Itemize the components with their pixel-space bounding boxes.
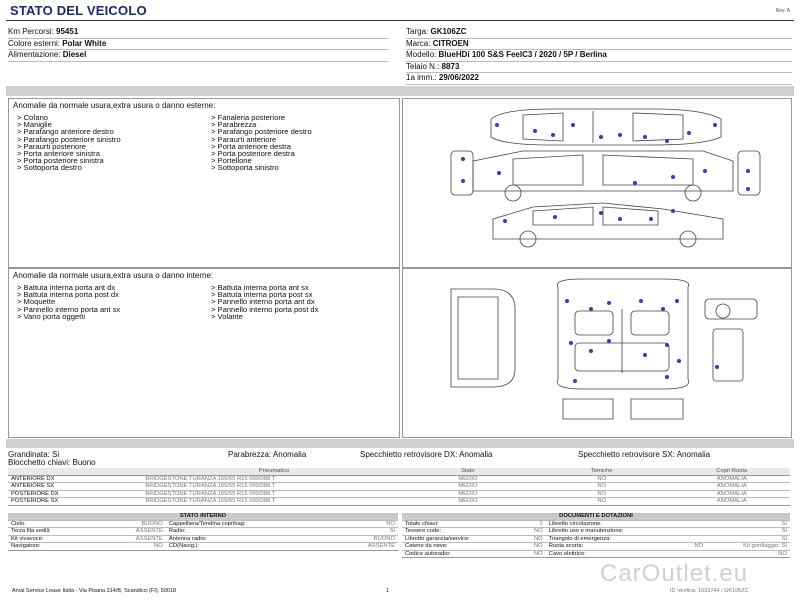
documento-label: Cavo elettrico: [548, 550, 586, 557]
tyres-header-row [8, 468, 790, 475]
documento-value: SI [781, 535, 787, 542]
damage-marker [643, 353, 647, 357]
damage-marker [671, 209, 675, 213]
table-row [402, 543, 790, 551]
marca-label: Marca: [406, 38, 431, 48]
damage-marker [671, 175, 675, 179]
tyre-model: BRIDGESTONE TURANZA 165/65 R15 000/088 T [145, 483, 276, 489]
internal-damage-col2 [211, 284, 318, 320]
damage-marker [687, 131, 691, 135]
tyres-header-pneumatico: Pneumatico [142, 468, 405, 475]
damage-marker [643, 135, 647, 139]
marca-value: CITROEN [432, 38, 469, 48]
table-row [8, 498, 790, 506]
interno-value: NO [154, 543, 163, 549]
interno-value: SI [389, 528, 395, 534]
interno-label: Kit vivavoce: [11, 535, 44, 542]
damage-item: > Parafango posteriore destro [211, 127, 312, 137]
header-rule [6, 20, 794, 21]
blocchetto-chiavi-status: Blocchetto chiavi: Buono [8, 458, 96, 467]
interno-label: Cielo: [11, 520, 26, 527]
documento-value: NO [533, 543, 543, 549]
section-band [6, 86, 794, 96]
documento-value: NO [778, 550, 787, 557]
external-car-diagram [403, 99, 791, 267]
damage-item: > Fanaleria posteriore [211, 113, 286, 122]
specchietto-dx-status: Specchietto retrovisore DX: Anomalia [360, 450, 493, 459]
interno-label: Terza fila sedili: [11, 528, 51, 534]
vehicle-info-left [8, 27, 388, 62]
documenti-title: DOCUMENTI E DOTAZIONI [402, 513, 790, 520]
damage-item: > Battuta interna porta post sx [211, 290, 313, 300]
table-row [402, 550, 790, 558]
damage-marker [599, 211, 603, 215]
tyre-temiche: NO [597, 490, 607, 497]
damage-marker [569, 341, 573, 345]
damage-item: > Parafango posteriore sinistro [17, 134, 121, 144]
table-row [402, 528, 790, 536]
external-car-diagram-panel [402, 98, 792, 268]
targa-label: Targa: [406, 27, 429, 36]
specchietto-sx-status: Specchietto retrovisore SX: Anomalia [578, 450, 711, 459]
damage-marker [746, 187, 750, 191]
documento-label: Codice autoradio: [405, 550, 451, 557]
table-row [8, 475, 790, 483]
damage-marker [618, 133, 622, 137]
documento-value: NO [694, 543, 704, 549]
table-row [8, 483, 790, 491]
interno-value: ASSENTE [135, 535, 163, 542]
external-damage-col1 [17, 114, 121, 172]
documento-value: SI [781, 528, 787, 534]
damage-marker [675, 299, 679, 303]
table-row [402, 535, 790, 543]
info-row-immatricolazione [406, 73, 792, 85]
info-row-modello [406, 50, 792, 62]
colore-value: Polar White [62, 38, 107, 48]
documento-label: Libretto circolazione: [548, 520, 602, 527]
damage-item: > Sottoporta destro [17, 163, 82, 173]
tyre-position: POSTERIORE SX [11, 498, 59, 504]
damage-item: > Pannello interno porta ant sx [17, 304, 121, 314]
damage-marker [503, 219, 507, 223]
documento-value: NO [533, 528, 543, 534]
damage-marker [599, 135, 603, 139]
documento-value: 2 [539, 520, 543, 527]
damage-item: > Porta anteriore sinistra [17, 149, 100, 159]
damage-item: > Portellone [211, 156, 252, 166]
footer-verification-id: ID Verifica: 1633744 / GK106ZC [670, 588, 749, 594]
colore-label: Colore esterni: [8, 38, 61, 48]
tyre-model: BRIDGESTONE TURANZA 165/65 R15 000/088 T [145, 498, 276, 504]
damage-marker [533, 129, 537, 133]
damage-item: > Paraurti anteriore [211, 134, 277, 144]
damage-marker [665, 343, 669, 347]
damage-item: > Porta anteriore destra [211, 141, 291, 151]
damage-marker [639, 299, 643, 303]
km-value: 95451 [56, 27, 79, 36]
interno-value: ASSENTE [367, 543, 395, 549]
revision-label: Rev. A [775, 8, 790, 14]
internal-damage-title: Anomalie da normale usura,extra usura o danno interne: [13, 271, 214, 280]
documento-value: SI [781, 520, 787, 527]
page-title: STATO DEL VEICOLO [10, 3, 147, 18]
damage-item: > Porta posteriore sinistra [17, 156, 104, 166]
table-row [402, 520, 790, 528]
table-row [8, 520, 398, 528]
damage-item: > Cofano [17, 113, 49, 122]
info-row-marca [406, 39, 792, 51]
stato-interno-table [8, 513, 398, 551]
interno-value: ASSENTE [135, 528, 163, 534]
damage-item: > Battuta interna porta ant sx [211, 283, 309, 292]
tyre-model: BRIDGESTONE TURANZA 165/65 R15 000/088 T [145, 475, 276, 482]
documento-label: Ruota scorta: [548, 543, 584, 549]
tyre-position: POSTERIORE DX [11, 490, 59, 497]
damage-item: > Volante [211, 311, 243, 321]
info-row-telaio [406, 62, 792, 74]
tyre-copri-ruota: ANOMALIA [716, 490, 747, 497]
tyre-stato: MEDIO [458, 498, 478, 504]
interno-label: CD(Navig.): [168, 543, 200, 549]
tyres-header-copri-ruota: Copri Ruota [674, 468, 790, 475]
table-row [8, 490, 790, 498]
tyre-stato: MEDIO [458, 475, 478, 482]
damage-marker [746, 169, 750, 173]
tyre-position: ANTERIORE DX [11, 475, 55, 482]
tyre-copri-ruota: ANOMALIA [716, 475, 747, 482]
info-row-colore [8, 39, 388, 51]
table-row [8, 535, 398, 543]
documenti-table [402, 513, 790, 558]
km-label: Km Percorsi: [8, 27, 54, 36]
documento-label: Tessere code: [405, 528, 442, 534]
damage-marker [551, 133, 555, 137]
damage-marker [565, 299, 569, 303]
documento-extra: Kit gonfiaggio: SI [743, 543, 787, 549]
documento-extra [681, 550, 706, 558]
interno-label: Radio: [168, 528, 186, 534]
tyre-temiche: NO [597, 483, 607, 489]
damage-marker [553, 215, 557, 219]
damage-marker [589, 307, 593, 311]
damage-marker [703, 169, 707, 173]
watermark-logo: CarOutlet.eu [600, 560, 749, 587]
info-row-alimentazione [8, 50, 388, 62]
damage-marker [607, 301, 611, 305]
modello-label: Modello: [406, 50, 437, 59]
documento-extra [681, 520, 706, 528]
external-damage-panel [8, 98, 400, 268]
damage-item: > Vano porta oggetti [17, 311, 86, 321]
documento-extra [681, 528, 706, 536]
alimentazione-value: Diesel [62, 50, 87, 59]
stato-interno-title: STATO INTERNO [8, 513, 398, 520]
damage-marker [713, 123, 717, 127]
status-band [6, 439, 794, 448]
interno-value: NO [386, 520, 395, 527]
damage-marker [715, 365, 719, 369]
damage-marker [607, 339, 611, 343]
damage-item: > Parafango anteriore destro [17, 127, 114, 137]
damage-marker [649, 217, 653, 221]
damage-item: > Sottoporta sinistro [211, 163, 279, 173]
damage-marker [677, 359, 681, 363]
tyre-stato: MEDIO [458, 490, 478, 497]
tyre-copri-ruota: ANOMALIA [716, 498, 747, 504]
telaio-label: Telaio N.: [406, 61, 440, 71]
documento-value: NO [533, 535, 543, 542]
modello-value: BlueHDi 100 S&S FeelC3 / 2020 / 5P / Berlina [438, 50, 607, 59]
tyre-position: ANTERIORE SX [11, 483, 55, 489]
imm-value: 29/06/2022 [438, 73, 479, 82]
tyres-table [8, 468, 790, 506]
damage-marker [665, 139, 669, 143]
damage-marker [633, 181, 637, 185]
documento-label: Triangolo di emergenza: [548, 535, 611, 542]
damage-item: > Battuta interna porta post dx [17, 290, 119, 300]
interno-value: BUONO [141, 520, 163, 527]
damage-item: > Pannello interno porta post dx [211, 304, 319, 314]
damage-marker [665, 375, 669, 379]
external-damage-title: Anomalie da normale usura,extra usura o danno esterne: [13, 101, 216, 110]
damage-marker [461, 157, 465, 161]
damage-item: > Battuta interna porta ant dx [17, 283, 116, 292]
grandinata-status: Grandinata: Si [8, 450, 60, 459]
documento-label: Libretto garanzia/service: [405, 535, 470, 542]
damage-marker [573, 379, 577, 383]
info-row-km [8, 27, 388, 39]
internal-damage-panel [8, 268, 400, 438]
footer-page-number: 1 [386, 588, 390, 594]
damage-marker [661, 307, 665, 311]
internal-car-diagram-panel [402, 268, 792, 438]
tyre-model: BRIDGESTONE TURANZA 165/65 R15 000/088 T [145, 490, 276, 497]
damage-item: > Maniglie [17, 120, 52, 130]
documento-value: NO [533, 550, 543, 557]
documento-label: Totale chiavi: [405, 520, 439, 527]
tyre-temiche: NO [597, 475, 607, 482]
interno-label: Antenna radio: [168, 535, 207, 542]
tyres-header-stato: Stato [406, 468, 530, 475]
damage-item: > Paraurti posteriore [17, 141, 87, 151]
tyre-stato: MEDIO [458, 483, 478, 489]
table-row [8, 528, 398, 536]
damage-item: > Pannello interno porta ant dx [211, 297, 315, 307]
external-damage-col2 [211, 114, 312, 172]
table-row [8, 543, 398, 551]
interno-label: Cappelliera/Tendina copribag: [168, 520, 246, 527]
tyre-temiche: NO [597, 498, 607, 504]
targa-value: GK106ZC [430, 27, 467, 36]
imm-label: 1a imm.: [406, 73, 437, 82]
damage-marker [589, 349, 593, 353]
damage-marker [571, 123, 575, 127]
damage-marker [497, 171, 501, 175]
interno-label: Navigatore: [11, 543, 41, 549]
tyres-header-temiche: Temiche [530, 468, 674, 475]
tyre-copri-ruota: ANOMALIA [716, 483, 747, 489]
documento-label: Libretto uso e manutenzione: [548, 528, 624, 534]
damage-item: > Parabrezza [211, 120, 257, 130]
documento-extra [681, 535, 706, 543]
vehicle-info-right [406, 27, 792, 85]
interno-value: BUONO [373, 535, 395, 542]
alimentazione-label: Alimentazione: [8, 50, 61, 59]
damage-marker [461, 179, 465, 183]
documento-label: Catene da neve: [405, 543, 448, 549]
damage-marker [618, 217, 622, 221]
parabrezza-status: Parabrezza: Anomalia [228, 450, 307, 459]
info-row-targa [406, 27, 792, 39]
damage-marker [495, 123, 499, 127]
internal-car-diagram [403, 269, 791, 437]
telaio-value: 8873 [441, 61, 460, 71]
footer-company: Arval Service Lease Italia - Via Pisana 314/B, Scandicci (FI), 50018 [12, 588, 177, 594]
internal-damage-col1 [17, 284, 120, 320]
damage-item: > Moquette [17, 297, 56, 307]
damage-item: > Porta posteriore destra [211, 149, 295, 159]
